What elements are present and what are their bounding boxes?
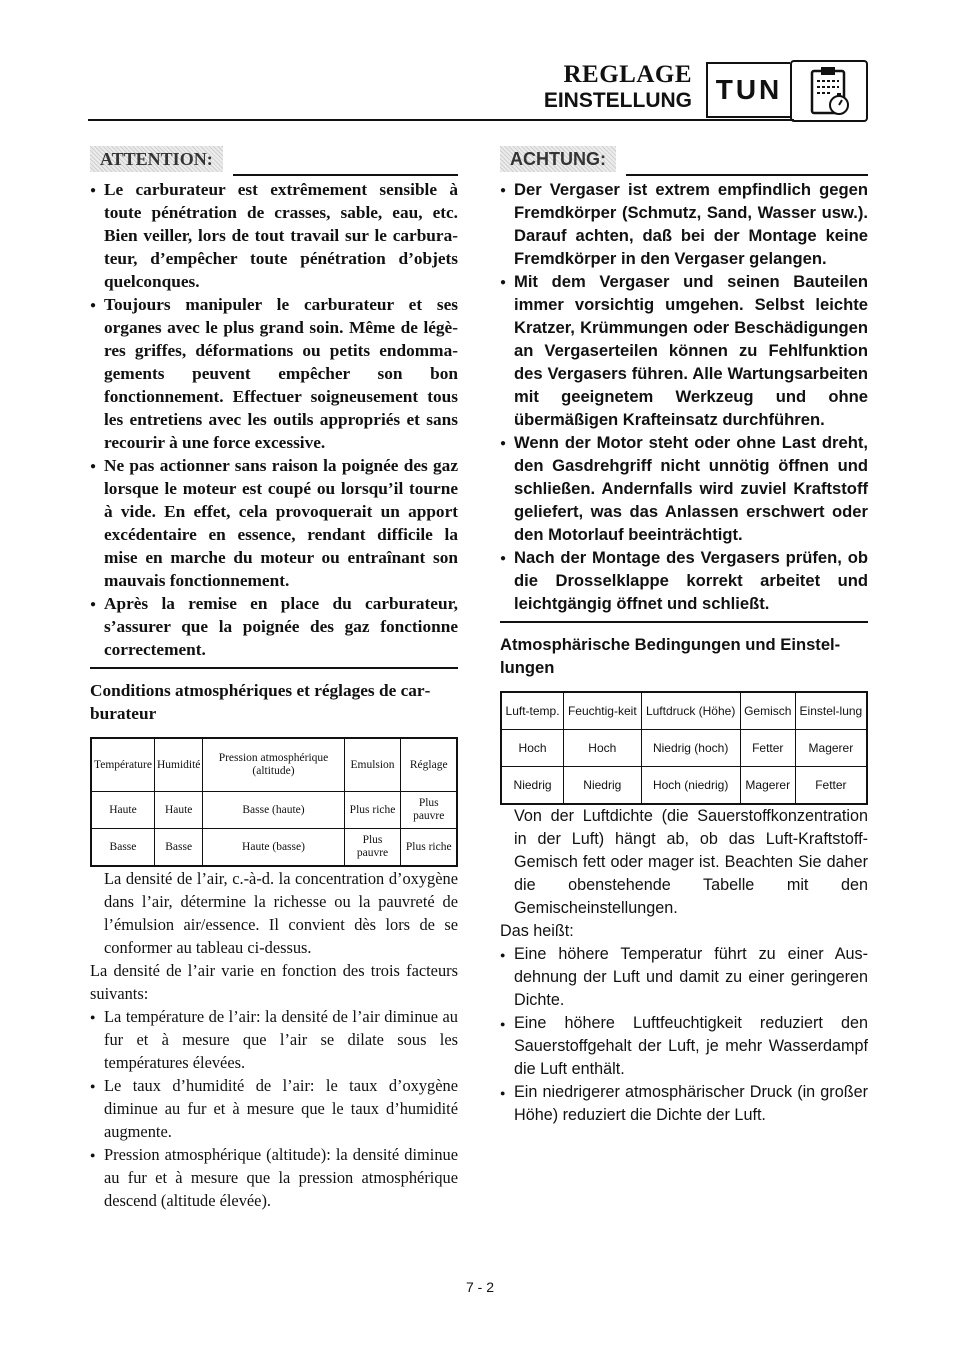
german-column xyxy=(500,146,868,1127)
table-cell: Magerer xyxy=(795,730,867,767)
table-cell: Plus riche xyxy=(401,829,457,867)
factor-item: ● Le taux d’humidité de l’air: le taux d’oxygène diminue au fur et à mesure que le taux d’humidité augmente. xyxy=(90,1074,458,1143)
table-header-cell: Luft-temp. xyxy=(501,692,564,730)
page-number: 7 - 2 xyxy=(465,1279,494,1295)
section-title-de: EINSTELLUNG xyxy=(543,89,692,112)
table-header-cell: Humidité xyxy=(154,738,202,792)
table-cell: Hoch (niedrig) xyxy=(641,767,740,805)
table-header-cell: Réglage xyxy=(401,738,457,792)
factor-list-fr xyxy=(90,1005,458,1212)
table-cell: Basse xyxy=(154,829,202,867)
table-header-row xyxy=(91,738,457,792)
achtung-rule xyxy=(626,174,868,176)
warning-item: ● Der Vergaser ist extrem empfindlich gegen Fremdkörper (Schmutz, Sand, Wasser usw.). Darauf achten, daß bei der Montage keine Fremdkörper in den Vergaser gelangen. xyxy=(500,178,868,270)
table-row xyxy=(501,730,867,767)
french-column xyxy=(90,146,458,1212)
warning-item: ● Toujours manipuler le carburateur et ses organes avec le plus grand soin. Même de légères griffes, déformations ou petits endommagements peuvent empêcher son bon fonctionnement. Effectuer soigneusement tous les entretiens avec les outils appropriés et sans recourir à une force excessive. xyxy=(90,293,458,454)
section-code-badge: TUN xyxy=(706,62,790,118)
warning-item: ● Wenn der Motor steht oder ohne Last dreht, den Gasdrehgriff nicht unnötig öffnen und schließen. Andernfalls wird zuviel Kraftstoff geliefert, was das Anlassen erschwert oder den Motorlauf beeinträchtigt. xyxy=(500,431,868,546)
warning-item: ● Mit dem Vergaser und seinen Bauteilen immer vorsichtig umgehen. Selbst leichte Kratzer, Krümmungen oder Beschädigungen an Vergaserteilen können zu Fehlfunktion des Vergasers führen. Alle Wartungsarbeiten mit geeignetem Werkzeug und ohne übermäßigen Krafteinsatz durchführen. xyxy=(500,270,868,431)
density-paragraph-de: Von der Luftdichte (die Sauerstoffkonzentration in der Luft) hängt ab, ob das Luft-Kraftstoff-Gemisch fett oder mager ist. Beachten Sie daher die obenstehende Tabelle mit den Gemischeinstellungen. xyxy=(514,807,868,917)
section-title xyxy=(544,62,692,114)
subsection-title-de: Atmosphärische Bedingungen und Einstellungen xyxy=(500,635,841,677)
section-title-fr: REGLAGE xyxy=(563,61,692,88)
factor-item: ● La température de l’air: la densité de l’air diminue au fur et à mesure que l’air se dilate sous les températures élevées. xyxy=(90,1005,458,1074)
table-header-cell: Feuchtig-keit xyxy=(564,692,641,730)
warning-item: ● Nach der Montage des Vergasers prüfen, ob die Drosselklappe korrekt arbeitet und leichtgängig öffnet und schließt. xyxy=(500,546,868,615)
warning-list-fr xyxy=(90,178,458,661)
table-cell: Basse (haute) xyxy=(203,792,344,829)
table-header-cell: Température xyxy=(91,738,154,792)
table-header-cell: Pression atmosphérique (altitude) xyxy=(203,738,344,792)
table-cell: Haute (basse) xyxy=(203,829,344,867)
table-header-cell: Luftdruck (Höhe) xyxy=(641,692,740,730)
table-cell: Hoch xyxy=(564,730,641,767)
table-cell: Fetter xyxy=(740,730,795,767)
factor-item: ● Ein niedrigerer atmosphärischer Druck (in großer Höhe) reduziert die Dichte der Luft. xyxy=(500,1081,868,1127)
table-cell: Haute xyxy=(91,792,154,829)
table-header-cell: Emulsion xyxy=(344,738,401,792)
warning-item: ● Après la remise en place du carburateur, s’assurer que la poignée des gaz fonctionne correctement. xyxy=(90,592,458,661)
table-cell: Plus riche xyxy=(344,792,401,829)
achtung-label: ACHTUNG: xyxy=(500,146,616,172)
warning-list-de xyxy=(500,178,868,615)
warning-item: ● Le carburateur est extrêmement sensible à toute pénétration de crasses, sable, eau, etc. Bien veiller, lors de tout travail sur le carburateur, d’empêcher toute pénétration d’objets quelconques. xyxy=(90,178,458,293)
clipboard-stopwatch-icon xyxy=(790,60,868,122)
factors-intro-de: Das heißt: xyxy=(500,922,574,940)
density-paragraph-fr: La densité de l’air, c.-à-d. la concentration d’oxygène dans l’air, détermine la richesse ou la pauvreté de l’émulsion air/essence. Il convient dès lors de se conformer au tableau ci-dessus. xyxy=(104,869,458,957)
header-rule xyxy=(88,119,794,121)
table-cell: Plus pauvre xyxy=(344,829,401,867)
attention-label: ATTENTION: xyxy=(90,146,223,172)
attention-rule xyxy=(233,174,458,176)
table-cell: Fetter xyxy=(795,767,867,805)
attention-header xyxy=(90,146,458,172)
warning-end-rule xyxy=(90,667,458,669)
table-row xyxy=(501,767,867,805)
table-cell: Haute xyxy=(154,792,202,829)
table-row xyxy=(91,829,457,867)
factors-intro-fr: La densité de l’air varie en fonction des trois facteurs suivants: xyxy=(90,961,458,1003)
subsection-title-fr: Conditions atmosphériques et réglages de carburateur xyxy=(90,681,431,723)
conditions-table-de xyxy=(500,691,868,805)
table-header-cell: Einstel-lung xyxy=(795,692,867,730)
table-cell: Hoch xyxy=(501,730,564,767)
factor-item: ● Eine höhere Temperatur führt zu einer Ausdehnung der Luft und damit zu einer geringeren Dichte. xyxy=(500,943,868,1012)
conditions-table-fr xyxy=(90,737,458,867)
factor-list-de xyxy=(500,943,868,1127)
table-cell: Plus pauvre xyxy=(401,792,457,829)
table-cell: Basse xyxy=(91,829,154,867)
table-cell: Niedrig (hoch) xyxy=(641,730,740,767)
table-cell: Niedrig xyxy=(501,767,564,805)
achtung-header xyxy=(500,146,868,172)
table-header-cell: Gemisch xyxy=(740,692,795,730)
factor-item: ● Pression atmosphérique (altitude): la densité diminue au fur et à mesure que la pression atmosphérique descend (altitude élevée). xyxy=(90,1143,458,1212)
factor-item: ● Eine höhere Luftfeuchtigkeit reduziert den Sauerstoffgehalt der Luft, je mehr Wasserdampf die Luft enthält. xyxy=(500,1012,868,1081)
warning-end-rule xyxy=(500,621,868,623)
table-cell: Magerer xyxy=(740,767,795,805)
warning-item: ● Ne pas actionner sans raison la poignée des gaz lorsque le moteur est coupé ou lorsqu’il tourne à vide. En effet, cela provoquerait un apport excédentaire en essence, rendant difficile la mise en marche du moteur ou entraînant son mauvais fonctionnement. xyxy=(90,454,458,592)
table-header-row xyxy=(501,692,867,730)
table-cell: Niedrig xyxy=(564,767,641,805)
table-row xyxy=(91,792,457,829)
